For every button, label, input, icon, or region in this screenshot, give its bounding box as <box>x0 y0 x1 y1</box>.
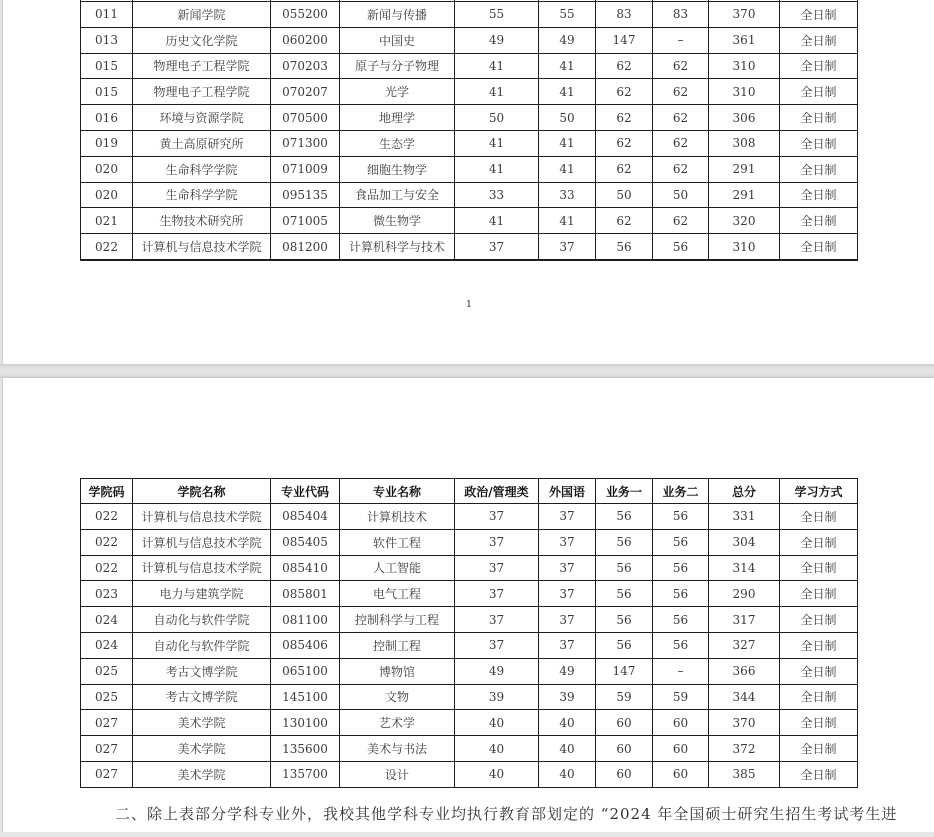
cell-college-code: 025 <box>81 658 133 684</box>
score-table-page-1 <box>80 0 858 261</box>
cell-college-name: 自动化与软件学院 <box>133 632 271 658</box>
cell-college-name: 美术学院 <box>133 710 271 736</box>
cell-total-score: 317 <box>709 607 780 633</box>
cell-college-name: 计算机与信息技术学院 <box>133 234 271 260</box>
header-college-name: 学院名称 <box>133 479 271 504</box>
cell-foreign-language-score: 37 <box>539 555 596 581</box>
cell-major-code: 070207 <box>271 79 340 105</box>
cell-foreign-language-score: 41 <box>539 53 596 79</box>
cell-major-name: 计算机技术 <box>340 504 455 530</box>
cell-major-name: 软件工程 <box>340 529 455 555</box>
table-row <box>81 684 858 710</box>
cell-total-score: 344 <box>709 684 780 710</box>
cell-subject-one-score: 62 <box>596 156 653 182</box>
cell-college-code: 020 <box>81 156 133 182</box>
cell-college-code: 015 <box>81 53 133 79</box>
cell-subject-two-score: 62 <box>653 156 709 182</box>
cell-total-score: 310 <box>709 53 780 79</box>
cell-total-score: 290 <box>709 581 780 607</box>
cell-study-mode: 全日制 <box>780 2 858 28</box>
cell-subject-two-score: 56 <box>653 632 709 658</box>
cell-major-name: 生态学 <box>340 130 455 156</box>
cell-subject-one-score: 60 <box>596 710 653 736</box>
cell-major-name: 人工智能 <box>340 555 455 581</box>
cell-college-code: 023 <box>81 581 133 607</box>
cell-study-mode: 全日制 <box>780 684 858 710</box>
cell-major-name: 中国史 <box>340 27 455 53</box>
cell-total-score: 306 <box>709 105 780 131</box>
cell-study-mode: 全日制 <box>780 208 858 234</box>
cell-study-mode: 全日制 <box>780 736 858 762</box>
table-row <box>81 27 858 53</box>
cell-politics-score: 39 <box>455 684 539 710</box>
cell-subject-one-score: 56 <box>596 632 653 658</box>
cell-foreign-language-score: 37 <box>539 581 596 607</box>
cell-college-name: 自动化与软件学院 <box>133 607 271 633</box>
cell-subject-two-score: 62 <box>653 79 709 105</box>
cell-subject-two-score: 60 <box>653 761 709 787</box>
cell-study-mode: 全日制 <box>780 581 858 607</box>
cell-college-name: 新闻学院 <box>133 2 271 28</box>
cell-college-code: 022 <box>81 529 133 555</box>
cell-major-code: 070500 <box>271 105 340 131</box>
cell-politics-score: 41 <box>455 130 539 156</box>
cell-major-name: 控制工程 <box>340 632 455 658</box>
cell-subject-two-score: 62 <box>653 53 709 79</box>
cell-major-name: 新闻与传播 <box>340 2 455 28</box>
cell-college-code: 016 <box>81 105 133 131</box>
cell-foreign-language-score: 40 <box>539 736 596 762</box>
cell-total-score: 327 <box>709 632 780 658</box>
cell-total-score: 320 <box>709 208 780 234</box>
cell-politics-score: 41 <box>455 79 539 105</box>
header-subject-two: 业务二 <box>653 479 709 504</box>
table-row <box>81 632 858 658</box>
cell-college-name: 电力与建筑学院 <box>133 581 271 607</box>
table-row <box>81 529 858 555</box>
cell-foreign-language-score: 39 <box>539 684 596 710</box>
cell-major-code: 081200 <box>271 234 340 260</box>
cell-politics-score: 37 <box>455 555 539 581</box>
cell-politics-score: 40 <box>455 761 539 787</box>
cell-subject-one-score: 56 <box>596 607 653 633</box>
table-row <box>81 2 858 28</box>
cell-major-name: 控制科学与工程 <box>340 607 455 633</box>
cell-subject-two-score: – <box>653 658 709 684</box>
cell-study-mode: 全日制 <box>780 105 858 131</box>
cell-subject-two-score: 60 <box>653 710 709 736</box>
cell-college-name: 物理电子工程学院 <box>133 79 271 105</box>
cell-subject-two-score: 62 <box>653 130 709 156</box>
cell-foreign-language-score: 41 <box>539 130 596 156</box>
cell-subject-one-score: 56 <box>596 555 653 581</box>
table-row <box>81 736 858 762</box>
cell-politics-score: 41 <box>455 156 539 182</box>
cell-subject-one-score: 147 <box>596 27 653 53</box>
cell-total-score: 370 <box>709 2 780 28</box>
cell-subject-one-score: 56 <box>596 504 653 530</box>
page-number: 1 <box>466 300 472 310</box>
table-row <box>81 105 858 131</box>
header-study-mode: 学习方式 <box>780 479 858 504</box>
cell-politics-score: 50 <box>455 105 539 131</box>
table-body <box>81 0 858 260</box>
cell-major-code: 070203 <box>271 53 340 79</box>
cell-study-mode: 全日制 <box>780 156 858 182</box>
cell-foreign-language-score: 41 <box>539 156 596 182</box>
cell-study-mode: 全日制 <box>780 182 858 208</box>
cell-subject-one-score: 56 <box>596 234 653 260</box>
cell-politics-score: 37 <box>455 581 539 607</box>
cell-subject-two-score: 62 <box>653 105 709 131</box>
cell-foreign-language-score: 41 <box>539 208 596 234</box>
cell-subject-one-score: 59 <box>596 684 653 710</box>
cell-foreign-language-score: 40 <box>539 761 596 787</box>
cell-politics-score: 49 <box>455 27 539 53</box>
cell-subject-one-score: 147 <box>596 658 653 684</box>
table-row <box>81 658 858 684</box>
cell-college-name: 黄土高原研究所 <box>133 130 271 156</box>
cell-study-mode: 全日制 <box>780 761 858 787</box>
cell-college-code: 025 <box>81 684 133 710</box>
cell-subject-one-score: 83 <box>596 2 653 28</box>
cell-major-code: 095135 <box>271 182 340 208</box>
cell-subject-one-score: 60 <box>596 761 653 787</box>
cell-total-score: 314 <box>709 555 780 581</box>
cell-major-code: 055200 <box>271 2 340 28</box>
cell-major-name: 设计 <box>340 761 455 787</box>
cell-major-code: 081100 <box>271 607 340 633</box>
cell-subject-two-score: 56 <box>653 529 709 555</box>
cell-college-name: 美术学院 <box>133 761 271 787</box>
cell-foreign-language-score: 40 <box>539 710 596 736</box>
cell-total-score: 310 <box>709 79 780 105</box>
table-header-row <box>81 479 858 504</box>
cell-major-code: 071009 <box>271 156 340 182</box>
cell-college-name: 考古文博学院 <box>133 658 271 684</box>
cell-total-score: 370 <box>709 710 780 736</box>
table-row <box>81 761 858 787</box>
cell-foreign-language-score: 37 <box>539 607 596 633</box>
cell-foreign-language-score: 49 <box>539 27 596 53</box>
cell-subject-one-score: 56 <box>596 581 653 607</box>
cell-college-code: 020 <box>81 182 133 208</box>
cell-foreign-language-score: 37 <box>539 504 596 530</box>
table-row <box>81 555 858 581</box>
table-row <box>81 208 858 234</box>
cell-foreign-language-score: 49 <box>539 658 596 684</box>
cell-major-code: 085410 <box>271 555 340 581</box>
cell-college-name: 历史文化学院 <box>133 27 271 53</box>
cell-major-name: 文物 <box>340 684 455 710</box>
cell-college-code: 021 <box>81 208 133 234</box>
cell-subject-two-score: 56 <box>653 607 709 633</box>
cell-college-name: 计算机与信息技术学院 <box>133 529 271 555</box>
cell-politics-score: 37 <box>455 529 539 555</box>
cell-study-mode: 全日制 <box>780 504 858 530</box>
cell-total-score: 291 <box>709 156 780 182</box>
cell-foreign-language-score: 37 <box>539 234 596 260</box>
cell-subject-two-score: 56 <box>653 234 709 260</box>
cell-major-name: 光学 <box>340 79 455 105</box>
cell-politics-score: 49 <box>455 658 539 684</box>
cell-total-score: 304 <box>709 529 780 555</box>
cell-subject-one-score: 62 <box>596 208 653 234</box>
table-row <box>81 710 858 736</box>
cell-college-code: 027 <box>81 761 133 787</box>
cell-major-code: 071005 <box>271 208 340 234</box>
cell-major-name: 细胞生物学 <box>340 156 455 182</box>
cell-college-name: 计算机与信息技术学院 <box>133 555 271 581</box>
cell-major-code: 071300 <box>271 130 340 156</box>
cell-study-mode: 全日制 <box>780 130 858 156</box>
cell-major-name: 美术与书法 <box>340 736 455 762</box>
cell-total-score: 310 <box>709 234 780 260</box>
document-page-2 <box>2 378 934 832</box>
cell-subject-one-score: 62 <box>596 53 653 79</box>
cell-college-code: 011 <box>81 2 133 28</box>
cell-college-name: 美术学院 <box>133 736 271 762</box>
cell-study-mode: 全日制 <box>780 79 858 105</box>
header-subject-one: 业务一 <box>596 479 653 504</box>
body-paragraph: 二、除上表部分学科专业外，我校其他学科专业均执行教育部划定的 “2024 年全国硕士研究生招生考试考生进 <box>115 805 898 823</box>
cell-major-code: 085405 <box>271 529 340 555</box>
cell-college-code: 027 <box>81 710 133 736</box>
cell-subject-two-score: 62 <box>653 208 709 234</box>
table-row <box>81 79 858 105</box>
table-row <box>81 607 858 633</box>
cell-subject-one-score: 60 <box>596 736 653 762</box>
cell-subject-two-score: 59 <box>653 684 709 710</box>
cell-college-name: 考古文博学院 <box>133 684 271 710</box>
table-row <box>81 581 858 607</box>
cell-subject-one-score: 62 <box>596 79 653 105</box>
cell-study-mode: 全日制 <box>780 555 858 581</box>
cell-major-code: 085404 <box>271 504 340 530</box>
cell-college-code: 013 <box>81 27 133 53</box>
cell-politics-score: 40 <box>455 736 539 762</box>
table-row <box>81 53 858 79</box>
cell-total-score: 372 <box>709 736 780 762</box>
cell-politics-score: 55 <box>455 2 539 28</box>
cell-major-code: 065100 <box>271 658 340 684</box>
cell-college-name: 计算机与信息技术学院 <box>133 504 271 530</box>
cell-major-name: 电气工程 <box>340 581 455 607</box>
page-separator <box>0 364 934 378</box>
cell-total-score: 331 <box>709 504 780 530</box>
cell-subject-one-score: 50 <box>596 182 653 208</box>
cell-subject-two-score: 56 <box>653 555 709 581</box>
cell-subject-two-score: 56 <box>653 581 709 607</box>
cell-major-code: 085406 <box>271 632 340 658</box>
header-foreign-language: 外国语 <box>539 479 596 504</box>
cell-major-code: 135600 <box>271 736 340 762</box>
cell-subject-one-score: 62 <box>596 105 653 131</box>
cell-college-name: 生物技术研究所 <box>133 208 271 234</box>
cell-major-name: 艺术学 <box>340 710 455 736</box>
cell-foreign-language-score: 50 <box>539 105 596 131</box>
score-table-page-2 <box>80 478 858 788</box>
cell-college-code: 027 <box>81 736 133 762</box>
header-politics: 政治/管理类 <box>455 479 539 504</box>
cell-foreign-language-score: 33 <box>539 182 596 208</box>
cell-college-code: 015 <box>81 79 133 105</box>
table-body <box>81 504 858 788</box>
header-major-name: 专业名称 <box>340 479 455 504</box>
cell-major-name: 食品加工与安全 <box>340 182 455 208</box>
cell-politics-score: 37 <box>455 504 539 530</box>
table-row <box>81 156 858 182</box>
cell-subject-two-score: 60 <box>653 736 709 762</box>
cell-major-name: 博物馆 <box>340 658 455 684</box>
cell-college-code: 024 <box>81 607 133 633</box>
cell-college-name: 环境与资源学院 <box>133 105 271 131</box>
cell-study-mode: 全日制 <box>780 27 858 53</box>
table-row <box>81 234 858 260</box>
table-row <box>81 182 858 208</box>
header-major-code: 专业代码 <box>271 479 340 504</box>
cell-politics-score: 37 <box>455 607 539 633</box>
cell-subject-one-score: 56 <box>596 529 653 555</box>
cell-total-score: 366 <box>709 658 780 684</box>
header-total-score: 总分 <box>709 479 780 504</box>
cell-major-name: 地理学 <box>340 105 455 131</box>
cell-college-code: 019 <box>81 130 133 156</box>
cell-major-code: 085801 <box>271 581 340 607</box>
cell-politics-score: 41 <box>455 53 539 79</box>
cell-study-mode: 全日制 <box>780 234 858 260</box>
cell-politics-score: 37 <box>455 234 539 260</box>
document-page-1 <box>2 0 934 364</box>
cell-subject-two-score: 56 <box>653 504 709 530</box>
cell-total-score: 361 <box>709 27 780 53</box>
cell-subject-two-score: 83 <box>653 2 709 28</box>
cell-foreign-language-score: 41 <box>539 79 596 105</box>
cell-major-name: 微生物学 <box>340 208 455 234</box>
cell-total-score: 385 <box>709 761 780 787</box>
table-row <box>81 130 858 156</box>
cell-total-score: 308 <box>709 130 780 156</box>
cell-college-code: 024 <box>81 632 133 658</box>
cell-major-code: 145100 <box>271 684 340 710</box>
cell-study-mode: 全日制 <box>780 53 858 79</box>
cell-study-mode: 全日制 <box>780 710 858 736</box>
cell-subject-one-score: 62 <box>596 130 653 156</box>
cell-college-code: 022 <box>81 555 133 581</box>
cell-subject-two-score: 50 <box>653 182 709 208</box>
cell-politics-score: 41 <box>455 208 539 234</box>
cell-politics-score: 33 <box>455 182 539 208</box>
cell-major-code: 135700 <box>271 761 340 787</box>
cell-college-name: 生命科学学院 <box>133 156 271 182</box>
cell-college-code: 022 <box>81 234 133 260</box>
cell-study-mode: 全日制 <box>780 658 858 684</box>
table-row <box>81 504 858 530</box>
cell-study-mode: 全日制 <box>780 632 858 658</box>
cell-college-code: 022 <box>81 504 133 530</box>
header-college-code: 学院码 <box>81 479 133 504</box>
cell-foreign-language-score: 55 <box>539 2 596 28</box>
cell-total-score: 291 <box>709 182 780 208</box>
cell-major-code: 130100 <box>271 710 340 736</box>
cell-study-mode: 全日制 <box>780 607 858 633</box>
cell-foreign-language-score: 37 <box>539 632 596 658</box>
cell-college-name: 物理电子工程学院 <box>133 53 271 79</box>
cell-politics-score: 37 <box>455 632 539 658</box>
cell-major-name: 原子与分子物理 <box>340 53 455 79</box>
cell-subject-two-score: – <box>653 27 709 53</box>
cell-foreign-language-score: 37 <box>539 529 596 555</box>
cell-politics-score: 40 <box>455 710 539 736</box>
cell-college-name: 生命科学学院 <box>133 182 271 208</box>
cell-study-mode: 全日制 <box>780 529 858 555</box>
cell-major-name: 计算机科学与技术 <box>340 234 455 260</box>
cell-major-code: 060200 <box>271 27 340 53</box>
